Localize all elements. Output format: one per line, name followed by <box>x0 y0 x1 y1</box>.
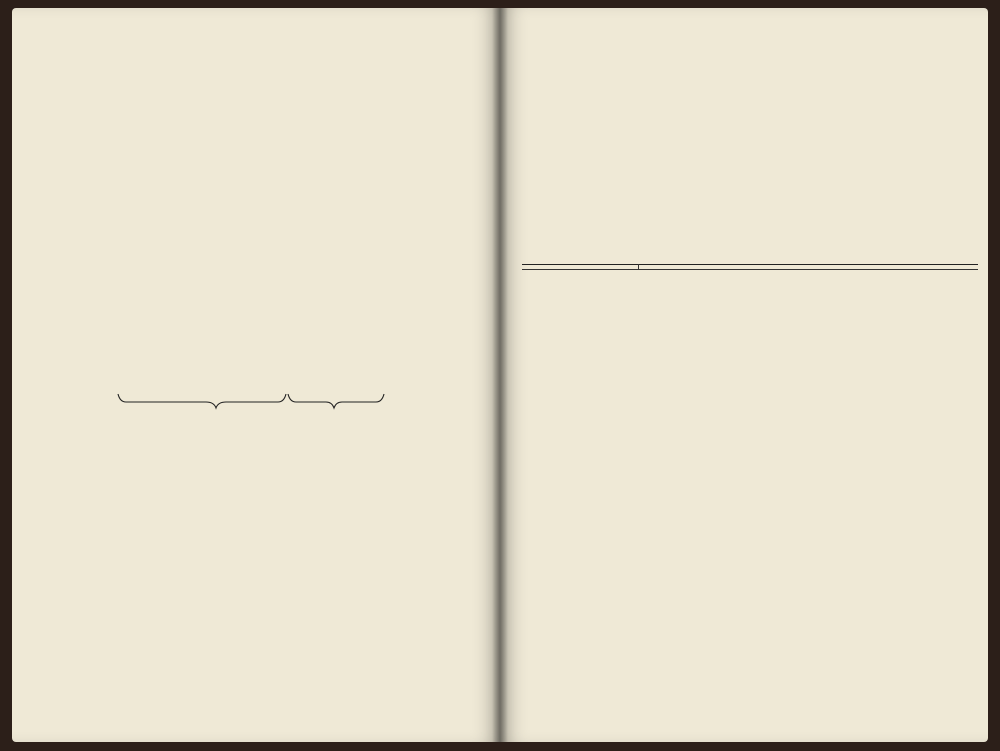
right-page <box>500 8 988 742</box>
variant-2-brace <box>118 394 286 408</box>
column-header-speed <box>639 265 979 270</box>
wind-speed-table <box>522 264 978 270</box>
variant-1-brace <box>288 394 384 408</box>
experiment-scheme-figure <box>96 176 466 420</box>
column-header-variant <box>522 265 639 270</box>
